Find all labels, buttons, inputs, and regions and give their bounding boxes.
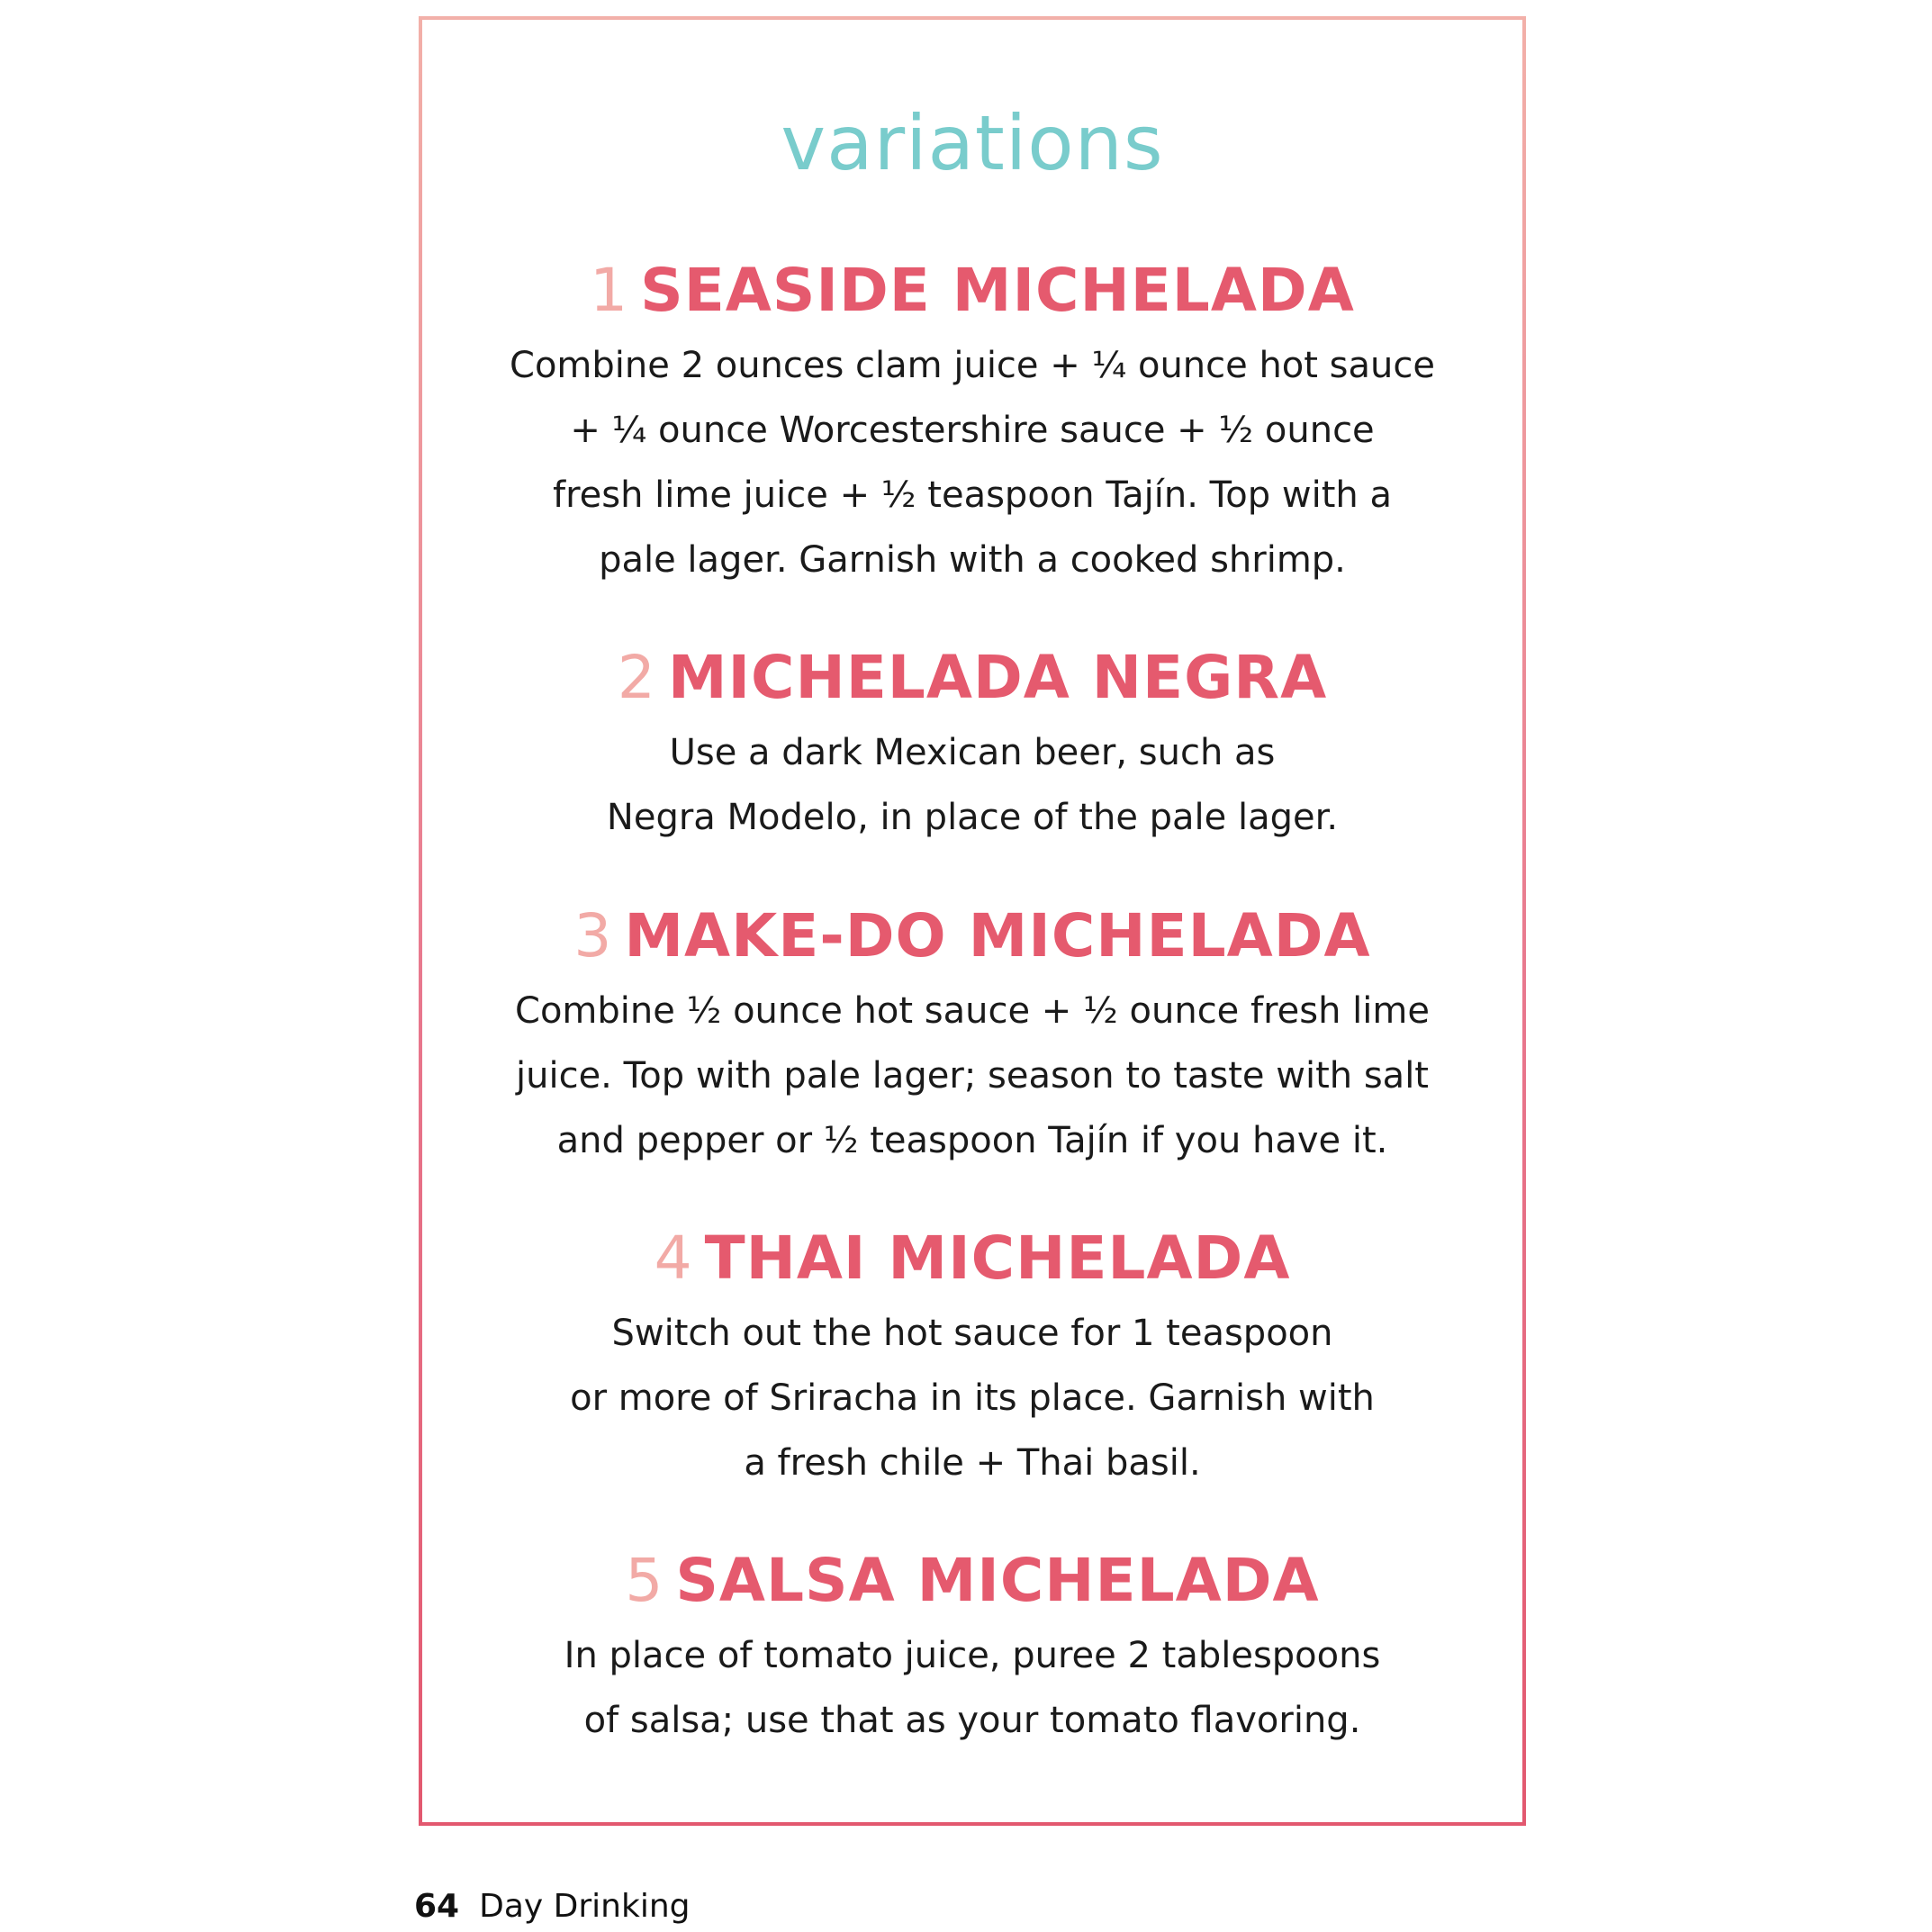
variation-5 [422, 1546, 1522, 1753]
variation-heading [422, 1223, 1522, 1293]
variation-number: 5 [625, 1546, 664, 1615]
variation-description [422, 333, 1522, 592]
variation-2 [422, 643, 1522, 850]
variation-3 [422, 901, 1522, 1173]
description-line: pale lager. Garnish with a cooked shrimp. [599, 539, 1346, 581]
description-line: juice. Top with pale lager; season to taste with salt [516, 1055, 1429, 1097]
description-line: Use a dark Mexican beer, such as [669, 732, 1276, 773]
description-line: and pepper or ½ teaspoon Tajín if you have it. [556, 1120, 1388, 1161]
description-line: a fresh chile + Thai basil. [744, 1442, 1201, 1484]
variation-description [422, 1301, 1522, 1495]
variation-1 [422, 256, 1522, 592]
variation-number: 1 [590, 256, 628, 325]
description-line: In place of tomato juice, puree 2 tablespoons [564, 1635, 1381, 1676]
variation-name: SEASIDE MICHELADA [640, 256, 1355, 325]
variation-name: MAKE-DO MICHELADA [624, 901, 1371, 971]
description-line: or more of Sriracha in its place. Garnish with [570, 1377, 1375, 1419]
page-number: 64 [414, 1888, 460, 1925]
description-line: fresh lime juice + ½ teaspoon Tajín. Top with a [553, 474, 1392, 516]
variation-4 [422, 1223, 1522, 1495]
variation-description [422, 1623, 1522, 1753]
variation-heading [422, 1546, 1522, 1615]
description-line: + ¼ ounce Worcestershire sauce + ½ ounce [570, 410, 1375, 451]
section-name: Day Drinking [479, 1888, 691, 1925]
description-line: Switch out the hot sauce for 1 teaspoon [611, 1313, 1333, 1354]
variation-heading [422, 901, 1522, 971]
variation-name: THAI MICHELADA [704, 1223, 1291, 1293]
variation-description [422, 979, 1522, 1173]
variations-frame [419, 16, 1526, 1826]
variation-heading [422, 256, 1522, 325]
variation-name: SALSA MICHELADA [675, 1546, 1320, 1615]
variation-name: MICHELADA NEGRA [667, 643, 1328, 712]
variation-description [422, 720, 1522, 850]
variation-heading [422, 643, 1522, 712]
variation-number: 3 [573, 901, 612, 971]
description-line: Combine ½ ounce hot sauce + ½ ounce fresh lime [515, 990, 1430, 1032]
description-line: of salsa; use that as your tomato flavoring. [583, 1700, 1361, 1741]
page-title: variations [781, 99, 1164, 187]
page-footer [414, 1888, 691, 1925]
variation-number: 4 [654, 1223, 692, 1293]
variation-number: 2 [617, 643, 655, 712]
description-line: Negra Modelo, in place of the pale lager. [606, 797, 1339, 838]
description-line: Combine 2 ounces clam juice + ¼ ounce hot sauce [510, 345, 1435, 386]
